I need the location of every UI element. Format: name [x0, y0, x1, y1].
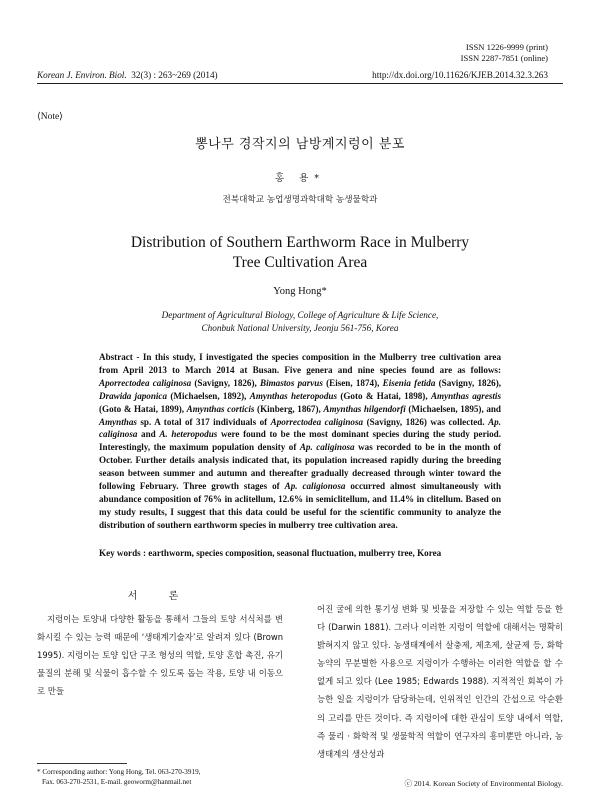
- english-title: [0, 233, 600, 273]
- journal-volume: 32(3) : 263~269 (2014): [131, 70, 218, 80]
- species-name: Amynthas hilgendorfi: [323, 403, 406, 414]
- journal-name: Korean J. Environ. Biol.: [37, 70, 127, 80]
- affiliation-line2: Chonbuk National University, Jeonju 561-756, Korea: [201, 322, 399, 333]
- species-name: Ap. caliginosa: [299, 442, 355, 453]
- issn-print: ISSN 1226-9999 (print): [465, 42, 548, 52]
- body-text-right-column: 어진 굴에 의한 통기성 변화 및 빗물을 저장할 수 있는 역할 등을 한다 (Darwin 1881). 그러나 이러한 지렁이 역할에 대해서는 명확히 밝혀지지 않고 있다. 농생태계에서 살충제, 제초제, 살균제 등, 화학 농약의 무분별한 사용으로 지렁이가 수행하는 이러한 역할을 할 수 없게 되고 있다 (Lee 1985; Edwards 1988). 지적적인 회복이 가능한 일을 지렁이가 담당하는데, 인위적인 인간의 간섭으로 악순환의 고리를 만든 것이다. 즉 지렁이에 대한 관심이 토양 내에서 역할, 즉 물리 · 화학적 및 생물학적 역할이 연구자의 흥미뿐만 아니라, 농생태계의 생산성과: [317, 604, 563, 759]
- issn-online: ISSN 2287-7851 (online): [460, 53, 548, 63]
- footnote-line1: * Corresponding author: Yong Hong, Tel. 063-270-3919,: [37, 768, 201, 776]
- species-name: Eisenia fetida: [382, 377, 436, 388]
- body-text-left-column: 지렁이는 토양내 다양한 활동을 통해서 그들의 토양 서식처를 변화시킬 수 있는 능력 때문에 ‘생태계기술자’로 알려져 있다 (Brown 1995). 지렁이는 토양 입단 구조 형성의 역할, 토양 혼합 촉진, 유기물질의 분해 및 식물이 흡수할 수 있도록 돕는 작용, 토양 내 이동으로 만들: [37, 614, 283, 697]
- copyright-notice: ⓒ 2014. Korean Society of Environmental Biology.: [404, 779, 563, 788]
- section-heading-introduction: 서 론: [127, 591, 193, 602]
- english-title-line1: Distribution of Southern Earthworm Race in Mulberry: [130, 234, 470, 251]
- korean-title: 뽕나무 경작지의 남방계지렁이 분포: [195, 137, 405, 152]
- note-label: ⟨Note⟩: [37, 112, 63, 122]
- korean-affiliation: 전북대학교 농업생명과학대학 농생물학과: [222, 195, 378, 205]
- footnote-line2: Fax. 063-270-2531, E-mail. geoworm@hanmail.net: [42, 778, 192, 786]
- affiliation-line1: Department of Agricultural Biology, College of Agriculture & Life Science,: [161, 310, 439, 320]
- species-name: Aporrectodea caliginosa: [99, 377, 192, 388]
- journal-citation: [37, 70, 218, 80]
- keywords: Key words : earthworm, species composition, seasonal fluctuation, mulberry tree, Korea: [99, 548, 442, 558]
- species-name: Amynthas corticis: [186, 403, 255, 414]
- english-author: Yong Hong*: [273, 286, 327, 297]
- species-name: Ap. caliginosa: [99, 416, 501, 440]
- corresponding-author-footnote: [37, 767, 200, 787]
- english-affiliation: [0, 309, 600, 334]
- species-name: Drawida japonica: [99, 390, 168, 401]
- species-name: Amynthas heteropodus: [249, 390, 337, 401]
- abstract: Abstract - In this study, I investigated the species composition in the Mulberry tree cultivation area from April 2013 to March 2014 at Busan. Five genera and nine species found are as follows: Aporrectodea caliginosa (Savigny, 1826), Bimastos parvus (Eisen, 1874), Eisenia fetida (Savigny, 1826), Drawida japonica (Michaelsen, 1892), Amynthas heteropodus (Goto & Hatai, 1898), Amynthas agrestis (Goto & Hatai, 1899), Amynthas corticis (Kinberg, 1867), Amynthas hilgendorfi (Michaelsen, 1895), and Amynthas sp. A total of 317 individuals of Aporrectodea caliginosa (Savigny, 1826) was collected. Ap. caliginosa and A. heteropodus were found to be the most dominant species during the study period. Interestingly, the maximum population density of Ap. caliginosa was recorded to be in the month of October. Further details analysis indicated that, its population increased rapidly during the breeding season between summer and autumn and thereafter gradually decreased through winter toward the following February. Three growth stages of Ap. caligionosa occurred almost simultaneously with abundance composition of 76% in aclitellum, 12.6% in semiclitellum, and 11.4% in clitellum. Based on my study results, I suggest that this data could be useful for the scientific community to analyze the distribution of southern earthworm species in mulberry tree cultivation area.: [99, 352, 502, 530]
- korean-author: 홍 용*: [274, 173, 326, 184]
- species-name: A. heteropodus: [159, 429, 218, 440]
- species-name: Bimastos parvus: [260, 377, 323, 388]
- english-title-line2: Tree Cultivation Area: [232, 254, 368, 271]
- abstract-label: Abstract: [99, 352, 133, 362]
- header-rule: [37, 83, 563, 84]
- footnote-rule: [37, 763, 127, 764]
- doi-link[interactable]: http://dx.doi.org/10.11626/KJEB.2014.32.3.263: [372, 70, 548, 80]
- species-name: Ap. caligionosa: [284, 481, 346, 492]
- species-name: Amynthas agrestis: [430, 390, 501, 401]
- species-name: Amynthas: [99, 416, 137, 427]
- species-name: Aporrectodea caliginosa: [270, 416, 364, 427]
